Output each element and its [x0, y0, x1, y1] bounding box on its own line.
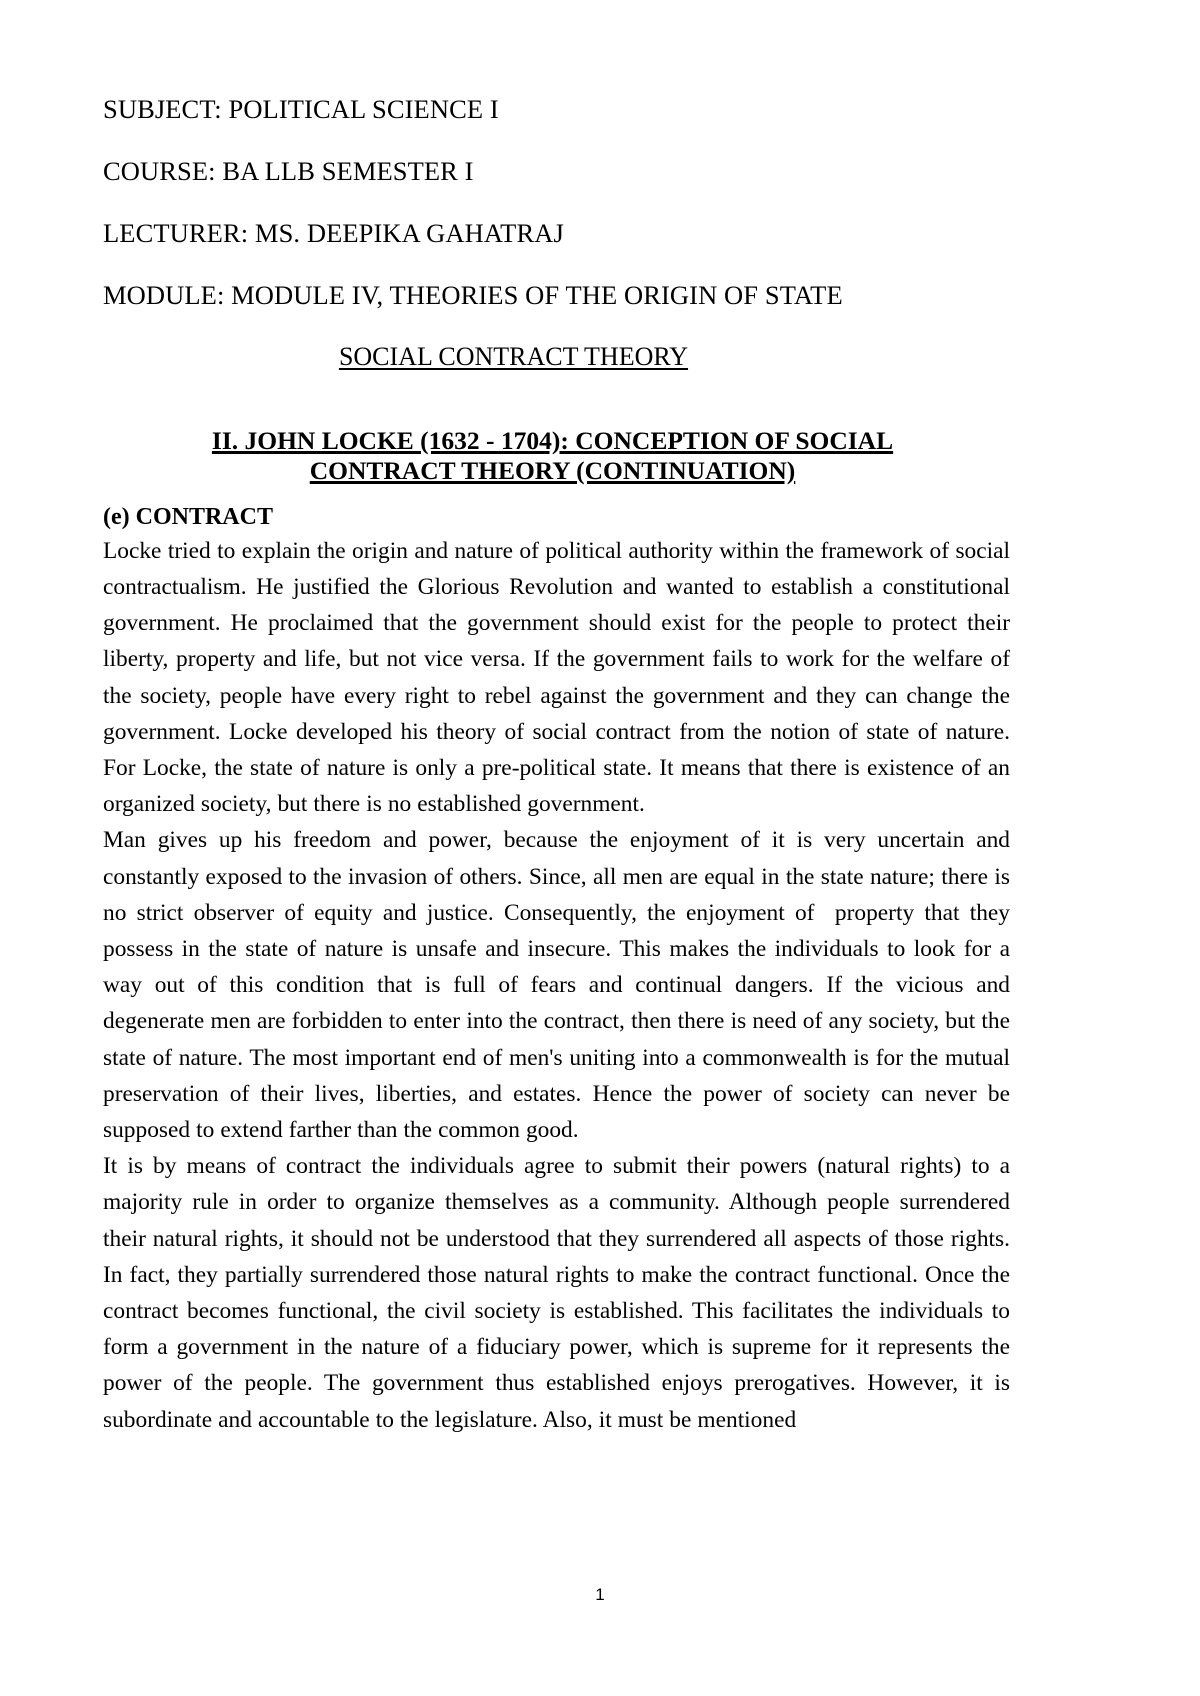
- subject-line: SUBJECT: POLITICAL SCIENCE I: [103, 94, 499, 124]
- document-title-text: SOCIAL CONTRACT THEORY: [338, 342, 689, 371]
- paragraph-1: Locke tried to explain the origin and nature of political authority within the framework of social contractualism. He justified the Glorious Revolution and wanted to establish a constitutional government. He proclaimed that the government should exist for the people to protect their liberty, property and life, but not vice versa. If the government fails to work for the welfare of the society, people have every right to rebel against the government and they can change the government. Locke developed his theory of social contract from the notion of state of nature. For Locke, the state of nature is only a pre-political state. It means that there is existence of an organized society, but there is no established government.: [103, 537, 1017, 818]
- module-line: MODULE: MODULE IV, THEORIES OF THE ORIGIN OF STATE: [103, 280, 843, 310]
- document-title: [103, 344, 1010, 370]
- paragraph-3: It is by means of contract the individuals agree to submit their powers (natural rights) to a majority rule in order to organize themselves as a community. Although people surrendered their natural rights, it should not be understood that they surrendered all aspects of those rights. In fact, they partially surrendered those natural rights to make the contract functional. Once the contract becomes functional, the civil society is established. This facilitates the individuals to form a government in the nature of a fiduciary power, which is supreme for it represents the power of the people. The government thus established enjoys prerogatives. However, it is subordinate and accountable to the legislature. Also, it must be mentioned: [103, 1153, 1017, 1433]
- section-title-line1: II. JOHN LOCKE (1632 - 1704): CONCEPTION OF SOCIAL: [211, 426, 894, 455]
- lecturer-line: LECTURER: MS. DEEPIKA GAHATRAJ: [103, 218, 564, 248]
- section-title-line2: CONTRACT THEORY (CONTINUATION): [309, 456, 796, 486]
- sub-heading-contract: (e) CONTRACT: [103, 503, 273, 530]
- page-number: 1: [595, 1585, 605, 1604]
- paragraph-2: Man gives up his freedom and power, because the enjoyment of it is very uncertain and constantly exposed to the invasion of others. Since, all men are equal in the state nature; there is no strict observer of equity and justice. Consequently, the enjoyment of property that they possess in the state of nature is unsafe and insecure. This makes the individuals to look for a way out of this condition that is full of fears and continual dangers. If the vicious and degenerate men are forbidden to enter into the contract, then there is need of any society, but the state of nature. The most important end of men's uniting into a commonwealth is for the mutual preservation of their lives, liberties, and estates. Hence the power of society can never be supposed to extend farther than the common good.: [103, 827, 1017, 1143]
- course-line: COURSE: BA LLB SEMESTER I: [103, 156, 474, 186]
- section-title: [103, 426, 1010, 487]
